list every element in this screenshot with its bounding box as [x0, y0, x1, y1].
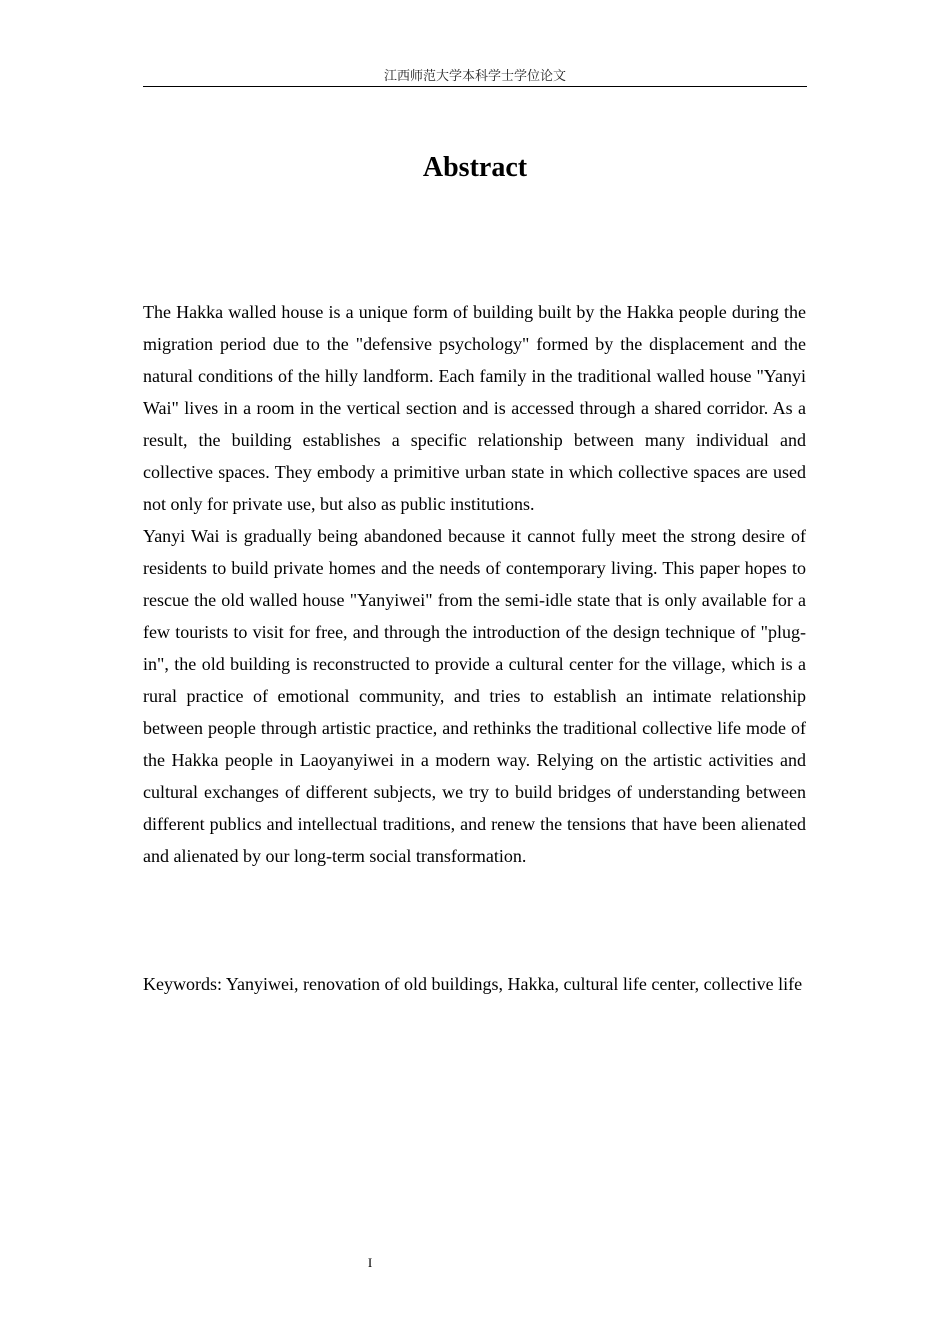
abstract-paragraph-2: Yanyi Wai is gradually being abandoned because it cannot fully meet the strong desire of residents to build private homes and the needs of contemporary living. This paper hopes to rescue the old walled house "Yanyiwei" from the semi-idle state that is only available for a few tourists to visit for free, and through the introduction of the design technique of "plug-in", the old building is reconstructed to provide a cultural center for the village, which is a rural practice of emotional community, and tries to establish an intimate relationship between people through artistic practice, and rethinks the traditional collective life mode of the Hakka people in Laoyanyiwei in a modern way. Relying on the artistic activities and cultural exchanges of different subjects, we try to build bridges of understanding between different publics and intellectual traditions, and renew the tensions that have been alienated and alienated by our long-term social transformation. [143, 526, 806, 866]
page-number: I [367, 1255, 373, 1270]
header-rule [143, 86, 807, 87]
page-title: Abstract [422, 152, 528, 183]
keywords-line: Keywords: Yanyiwei, renovation of old buildings, Hakka, cultural life center, collective life [143, 974, 803, 994]
abstract-paragraph-1: The Hakka walled house is a unique form of building built by the Hakka people during the migration period due to the "defensive psychology" formed by the displacement and the natural conditions of the hilly landform. Each family in the traditional walled house "Yanyi Wai" lives in a room in the vertical section and is accessed through a shared corridor. As a result, the building establishes a specific relationship between many individual and collective spaces. They embody a primitive urban state in which collective spaces are used not only for private use, but also as public institutions. [143, 302, 806, 514]
running-header: 江西师范大学本科学士学位论文 [383, 68, 566, 83]
abstract-body [143, 296, 806, 872]
